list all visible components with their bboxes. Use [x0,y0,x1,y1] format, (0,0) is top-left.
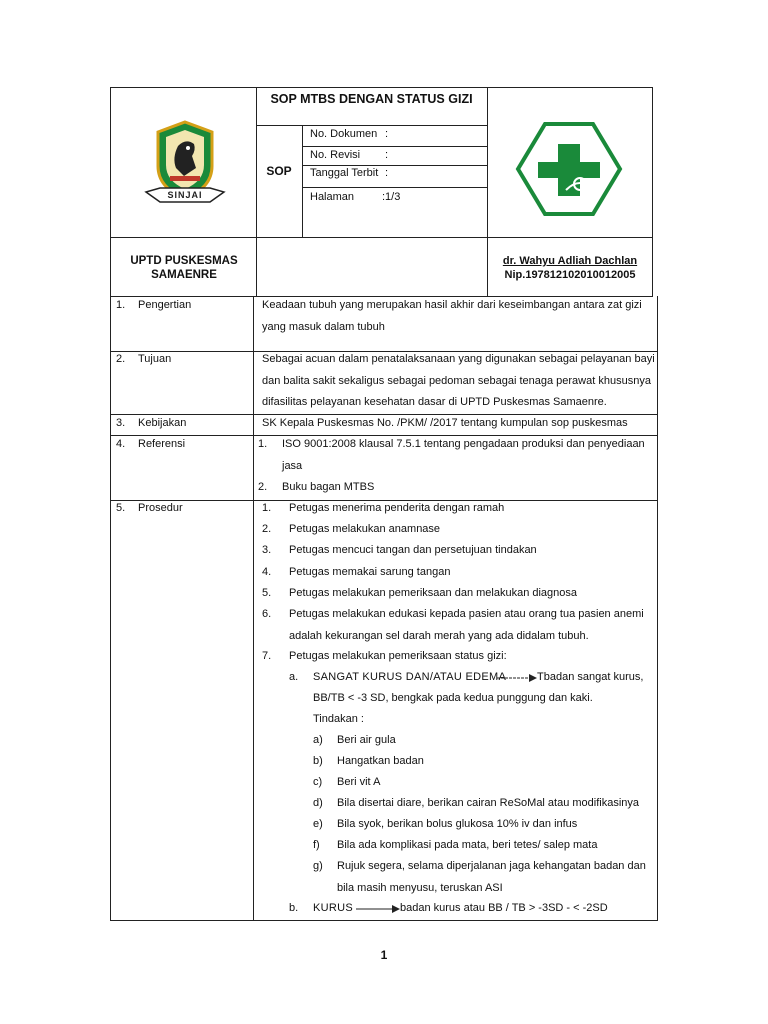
tindakan-d: d) Bila disertai diare, berikan cairan ReSoMal atau modifikasinya [313,797,640,809]
sub-b: b. KURUS badan kurus atau BB / TB > -3SD - < -2SD [289,898,298,920]
tindakan-e: e) Bila syok, berikan bolus glukosa 10% iv dan infus [313,818,578,830]
tindakan-a: a) Beri air gula [313,734,396,746]
regency-logo [140,118,230,210]
sub-a-line2: BB/TB < -3 SD, bengkak pada kedua punggung dan kaki. [313,692,593,704]
referensi-item-2: 2. Buku bagan MTBS [258,481,375,493]
step-6: 6. Petugas melakukan edukasi kepada pasien atau orang tua pasien anemi adalah kekurangan sel darah merah yang ada didalam tubuh. [262,608,644,642]
org-name: UPTD PUSKESMAS SAMAENRE [130,255,238,281]
section-pengertian: 1. Pengertian [116,299,192,311]
sub-a-tindakan: Tindakan : [313,713,364,725]
kebijakan-text: SK Kepala Puskesmas No. /PKM/ /2017 tentang kumpulan sop puskesmas [262,417,628,429]
step-1: 1. Petugas menerima penderita dengan ramah [262,502,505,514]
tindakan-g: g) Rujuk segera, selama diperjalanan jaga kehangatan badan dan bila masih menyusu, teruskan ASI [313,860,646,894]
step-3: 3. Petugas mencuci tangan dan persetujuan tindakan [262,544,537,556]
regency-logo-text: SINJAI [167,190,203,200]
tindakan-c: c) Beri vit A [313,776,381,788]
tindakan-b: b) Hangatkan badan [313,755,424,767]
section-prosedur: 5. Prosedur [116,502,183,514]
pengertian-text: Keadaan tubuh yang merupakan hasil akhir dari keseimbangan antara zat gizi yang masuk dalam tubuh [262,299,642,333]
signer-block [489,254,651,282]
referensi-item-1: 1. ISO 9001:2008 klausal 7.5.1 tentang pengadaan produksi dan penyediaan jasa [258,438,645,472]
step-4: 4. Petugas memakai sarung tangan [262,566,451,578]
section-tujuan: 2. Tujuan [116,353,172,365]
meta-page: Halaman :1/3 [310,191,401,203]
document-title: SOP MTBS DENGAN STATUS GIZI [270,92,473,106]
sop-label: SOP [266,164,292,178]
page-number: 1 [380,948,388,962]
sub-a: a. SANGAT KURUS DAN/ATAU EDEMA Tbadan sangat kurus, [289,667,298,689]
arrow-icon [356,898,400,927]
signer-nip: Nip.197812102010012005 [504,269,636,281]
meta-revision: No. Revisi : [310,149,389,161]
step-7: 7. Petugas melakukan pemeriksaan status gizi: [262,650,507,662]
section-referensi: 4. Referensi [116,438,186,450]
tindakan-f: f) Bila ada komplikasi pada mata, beri tetes/ salep mata [313,839,598,851]
tujuan-text: Sebagai acuan dalam penatalaksanaan yang digunakan sebagai pelayanan bayi dan balita sakit sekaligus sebagai pedoman sebagai tenaga perawat khususnya difasilitas pelayanan kesehatan dasar di UPTD Puskesmas Samaenre. [262,353,655,408]
step-2: 2. Petugas melakukan anamnase [262,523,441,535]
meta-doc-number: No. Dokumen : [310,128,389,140]
signer-name: dr. Wahyu Adliah Dachlan [502,255,638,267]
puskesmas-logo [514,120,624,218]
meta-issue-date: Tanggal Terbit : [310,167,389,179]
section-kebijakan: 3. Kebijakan [116,417,187,429]
step-5: 5. Petugas melakukan pemeriksaan dan melakukan diagnosa [262,587,578,599]
